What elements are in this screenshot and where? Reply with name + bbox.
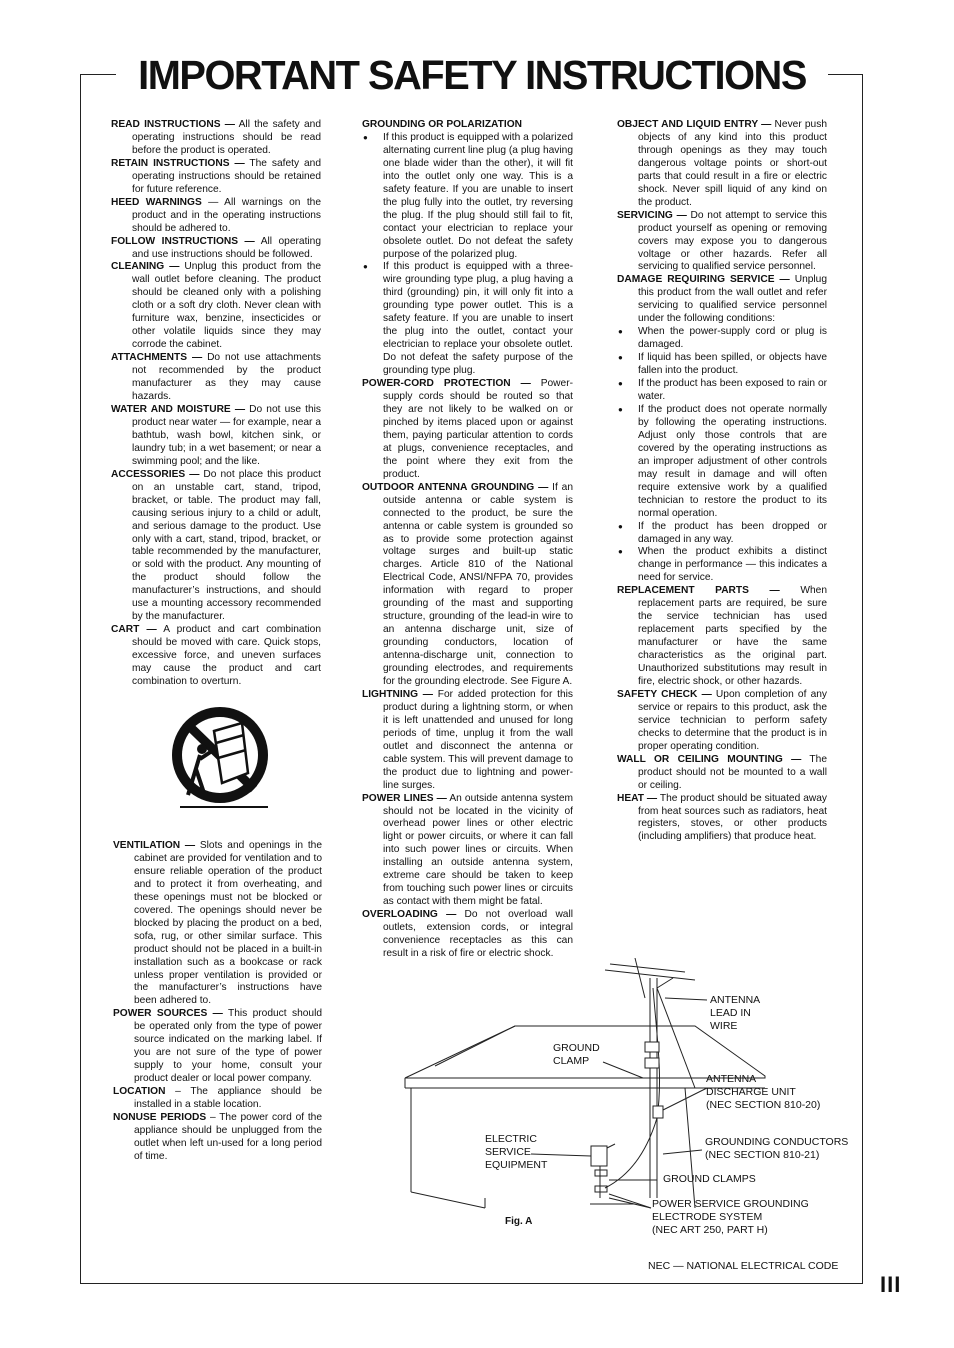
instruction-entry bbox=[111, 352, 321, 404]
instruction-heading: CART — bbox=[111, 624, 157, 636]
instruction-heading: NONUSE PERIODS bbox=[113, 1112, 207, 1124]
instruction-text: Do not place this product on an unstable cart, stand, tripod, bracket, or table. The product may fall, causing serious injury to a child or adult, and serious damage to the product. Use only with a cart, stand, tripod, bracket, or table recommended by the manufacturer, or sold with the product. Any mounting of the product should follow the manufacturer’s instructions, and should use a mounting accessory recommended by the manufacturer. bbox=[132, 468, 321, 623]
instruction-heading: POWER LINES — bbox=[362, 792, 447, 804]
bullet-item: ● If this product is equipped with a polarized alternating current line plug (a plug having one blade wider than the other), it will fit into the outlet only one way. This is a safety feature. If you are unable to insert the plug fully into the outlet, try reversing the plug. If the plug should still fail to fit, contact your electrician to replace your obsolete outlet. Do not defeat the safety purpose of the polarized plug. bbox=[362, 132, 573, 262]
instruction-entry bbox=[617, 210, 827, 275]
instruction-entry bbox=[111, 236, 321, 262]
figure-a-antenna-grounding-diagram bbox=[395, 958, 865, 1258]
instruction-entry bbox=[111, 119, 321, 158]
instruction-heading: SAFETY CHECK — bbox=[617, 688, 712, 700]
instruction-entry bbox=[362, 378, 573, 482]
grounding-heading: GROUNDING OR POLARIZATION bbox=[362, 119, 522, 130]
instruction-entry bbox=[617, 689, 827, 754]
instruction-heading: CLEANING — bbox=[111, 261, 180, 273]
instruction-heading: DAMAGE REQUIRING SERVICE — bbox=[617, 274, 790, 286]
instruction-entry bbox=[617, 585, 827, 689]
instruction-entry bbox=[617, 119, 827, 210]
instruction-heading: WALL OR CEILING MOUNTING — bbox=[617, 753, 802, 765]
instruction-heading: WATER AND MOISTURE — bbox=[111, 403, 246, 415]
page-title: IMPORTANT SAFETY INSTRUCTIONS bbox=[138, 52, 806, 98]
instruction-text: The product should be situated away from heat sources such as radiators, heat registers, stoves, or other products (including amplifiers) that produce heat. bbox=[638, 792, 827, 843]
instruction-text: All operating and use instructions should be followed. bbox=[132, 235, 322, 260]
instruction-entry bbox=[113, 840, 322, 1008]
instruction-heading: ATTACHMENTS — bbox=[111, 352, 203, 364]
instruction-entry bbox=[111, 261, 321, 352]
instruction-text: If an outside antenna or cable system is connected to the product, be sure the antenna or cable system is grounded so as to provide some protection against voltage surges and built-up static charges. Article 810 of the National Electrical Code, ANSI/NFPA 70, provides information with regard to proper grounding of the mast and supporting structure, grounding of the lead-in wire to an antenna discharge unit, size of grounding conductors, location of antenna-discharge unit, connection to grounding electrodes, and requirements for the grounding electrode. See Figure A. bbox=[383, 481, 573, 687]
instruction-heading: VENTILATION — bbox=[113, 840, 196, 851]
instruction-heading: RETAIN INSTRUCTIONS — bbox=[111, 157, 245, 169]
instruction-text: – The power cord of the appliance should be unplugged from the outlet when left un-used for a long period of time. bbox=[134, 1112, 322, 1162]
instruction-heading: SERVICING — bbox=[617, 209, 687, 221]
instruction-entry bbox=[362, 909, 573, 961]
instruction-heading: HEAT — bbox=[617, 792, 658, 804]
instruction-heading: REPLACEMENT PARTS — bbox=[617, 585, 780, 597]
page-number: III bbox=[880, 1272, 902, 1297]
instruction-entry bbox=[111, 469, 321, 624]
instruction-entry bbox=[617, 274, 827, 326]
instruction-text: Do not overload wall outlets, extension cords, or integral convenience receptacles as this can result in a risk of fire or electric shock. bbox=[383, 909, 573, 959]
instruction-entry bbox=[617, 793, 827, 845]
instruction-text: – The appliance should be installed in a stable location. bbox=[134, 1086, 322, 1111]
bullet-item: ● If this product is equipped with a three-wire grounding type plug, a plug having a third (grounding) pin, it will only fit into a grounding type power outlet. This is a safety feature. If you are unable to insert the plug into the outlet, contact your electrician to replace your obsolete outlet. Do not defeat the safety purpose of the grounding type plug. bbox=[362, 261, 573, 378]
instruction-text: Slots and openings in the cabinet are provided for ventilation and to ensure reliable operation of the product and to protect it from overheating, and these openings must not be blocked or covered. The openings should never be blocked by placing the product on a bed, sofa, rug, or other similar surface. This product should not be placed in a built-in installation such as a bookcase or rack unless proper ventilation is provided or the manufacturer’s instructions have been adhered to. bbox=[134, 840, 322, 1007]
instruction-heading: POWER-CORD PROTECTION — bbox=[362, 378, 531, 390]
instruction-heading: READ INSTRUCTIONS — bbox=[111, 119, 235, 130]
label-discharge-unit: ANTENNA DISCHARGE UNIT (NEC SECTION 810-20) bbox=[706, 1073, 821, 1111]
label-ground-clamps: GROUND CLAMPS bbox=[663, 1173, 756, 1185]
column-2 bbox=[362, 119, 573, 961]
instruction-text: Unplug this product from the wall outlet and refer servicing to qualified service personnel under the following conditions: bbox=[638, 274, 827, 325]
instruction-text: The safety and operating instructions should be retained for future reference. bbox=[132, 157, 321, 195]
instruction-text: — All warnings on the product and in the operating instructions should be adhered to. bbox=[132, 196, 321, 234]
bullet-item: ● If liquid has been spilled, or objects have fallen into the product. bbox=[617, 352, 827, 378]
instruction-text: Never push objects of any kind into this product through openings as they may touch dangerous voltage points or short-out parts that could result in a fire or electric shock. Never spill liquid of any kind on the product. bbox=[638, 119, 827, 208]
instruction-heading: ACCESSORIES — bbox=[111, 468, 200, 480]
label-power-service-grounding: POWER SERVICE GROUNDING ELECTRODE SYSTEM (NEC ART 250, PART H) bbox=[652, 1198, 809, 1236]
bullet-item: ● If the product has been exposed to rain or water. bbox=[617, 378, 827, 404]
column-1 bbox=[111, 119, 321, 689]
column-3 bbox=[617, 119, 827, 844]
column-1-lower bbox=[113, 840, 322, 1164]
instruction-entry bbox=[362, 689, 573, 793]
label-ground-clamp: GROUND CLAMP bbox=[553, 1042, 600, 1067]
instruction-entry bbox=[111, 197, 321, 236]
figure-caption: Fig. A bbox=[505, 1216, 533, 1227]
nec-note: NEC — NATIONAL ELECTRICAL CODE bbox=[648, 1260, 839, 1272]
instruction-entry bbox=[617, 754, 827, 793]
bullet-item: ● When the product exhibits a distinct change in performance — this indicates a need for service. bbox=[617, 546, 827, 585]
instruction-entry bbox=[111, 158, 321, 197]
bullet-item: ● If the product has been dropped or damaged in any way. bbox=[617, 521, 827, 547]
instruction-heading: POWER SOURCES — bbox=[113, 1008, 223, 1020]
instruction-entry bbox=[362, 793, 573, 910]
instruction-text: Upon completion of any service or repairs to this product, ask the service technician to perform safety checks to determine that the product is in proper operating condition. bbox=[638, 688, 827, 752]
label-antenna-lead-in: ANTENNA LEAD IN WIRE bbox=[710, 994, 761, 1032]
instruction-text: When replacement parts are required, be sure the service technician has used replacement parts specified by the manufacturer or have the same characteristics as the original part. Unauthorized substitutions may result in fire, electric shock, or other hazards. bbox=[638, 585, 827, 687]
instruction-heading: HEED WARNINGS bbox=[111, 196, 202, 208]
label-grounding-conductors: GROUNDING CONDUCTORS (NEC SECTION 810-21) bbox=[705, 1136, 849, 1161]
instruction-entry bbox=[113, 1112, 322, 1164]
instruction-text: Unplug this product from the wall outlet before cleaning. The product should be cleaned only with a polishing cloth or a soft dry cloth. Never clean with furniture wax, benzine, insecticides or other volatile liquids since they may corrode the cabinet. bbox=[132, 261, 322, 351]
instruction-entry bbox=[111, 404, 321, 469]
instruction-text: The product should not be mounted to a wall or ceiling. bbox=[638, 753, 827, 791]
instruction-text: This product should be operated only from the type of power source indicated on the marking label. If you are not sure of the type of power supply to your home, consult your product dealer or local power company. bbox=[134, 1008, 322, 1085]
instruction-text: Power-supply cords should be routed so that they are not likely to be walked on or pinched by items placed upon or against them, paying particular attention to cords at plugs, convenience receptacles, and the point where they exit from the product. bbox=[383, 378, 573, 480]
instruction-heading: LOCATION bbox=[113, 1086, 166, 1098]
cart-warning-icon bbox=[164, 703, 280, 813]
instruction-text: For added protection for this product during a lightning storm, or when it is left unattended and unused for long periods of time, unplug it from the wall outlet and disconnect the antenna or cable system. This will prevent damage to the product due to lightning and power-line surges. bbox=[383, 688, 573, 791]
instruction-text: A product and cart combination should be moved with care. Quick stops, excessive force, and uneven surfaces may cause the product and cart combination to overturn. bbox=[132, 624, 321, 687]
instruction-entry bbox=[113, 1008, 322, 1086]
instruction-heading: OUTDOOR ANTENNA GROUNDING — bbox=[362, 481, 549, 493]
label-electric-service: ELECTRIC SERVICE EQUIPMENT bbox=[485, 1133, 548, 1171]
instruction-heading: FOLLOW INSTRUCTIONS — bbox=[111, 235, 255, 247]
instruction-entry bbox=[362, 482, 573, 689]
instruction-entry bbox=[111, 624, 321, 689]
instruction-text: Do not use this product near water — for example, near a bathtub, wash bowl, kitchen sink, or laundry tub; in a wet basement; or near a swimming pool; and the like. bbox=[132, 403, 321, 467]
instruction-text: Do not attempt to service this product yourself as opening or removing covers may expose you to dangerous voltage or other hazards. Refer all servicing to qualified service personnel. bbox=[638, 209, 828, 273]
bullet-item: ● When the power-supply cord or plug is damaged. bbox=[617, 326, 827, 352]
instruction-heading: LIGHTNING — bbox=[362, 688, 433, 700]
instruction-heading: OBJECT AND LIQUID ENTRY — bbox=[617, 119, 772, 130]
bullet-item: ● If the product does not operate normally by following the operating instructions. Adjust only those controls that are covered by the operating instructions as an improper adjustment of other controls may result in damage and will often require extensive work by a qualified technician to restore the product to its normal operation. bbox=[617, 404, 827, 521]
instruction-text: All the safety and operating instructions should be read before the product is operated. bbox=[132, 119, 322, 156]
instruction-entry bbox=[113, 1086, 322, 1112]
instruction-text: An outside antenna system should not be located in the vicinity of overhead power lines or other electric light or power circuits, or where it can fall into such power lines or circuits. When installing an outside antenna system, extreme care should be taken to keep from touching such power lines or circuits as contact with them might be fatal. bbox=[383, 792, 573, 908]
instruction-text: Do not use attachments not recommended by the product manufacturer as they may cause hazards. bbox=[132, 352, 321, 403]
instruction-heading: OVERLOADING — bbox=[362, 909, 457, 921]
